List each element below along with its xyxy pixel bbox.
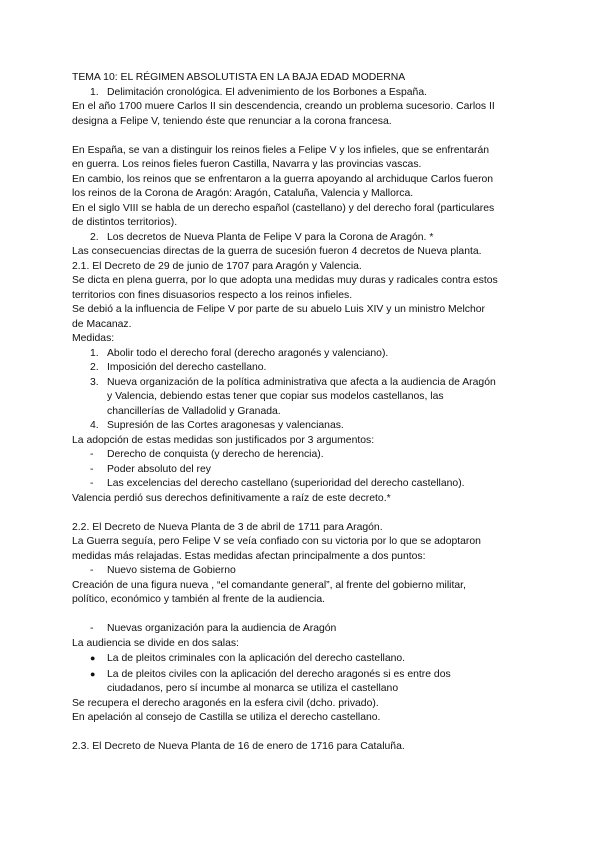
paragraph-line: Se debió a la influencia de Felipe V por parte de su abuelo Luis XIV y un ministro Melchor <box>72 304 485 315</box>
dash-item <box>72 564 542 579</box>
bullet-marker: ● <box>90 653 96 663</box>
paragraph-line: en guerra. Los reinos fieles fueron Castilla, Navarra y las provincias vascas. <box>72 159 422 170</box>
paragraph-line: medidas más relajadas. Estas medidas afectan principalmente a dos puntos: <box>72 550 426 562</box>
dash-marker: - <box>90 449 94 460</box>
section-2-number: 2. <box>90 231 99 243</box>
bullet-text-continuation: ciudadanos, pero sí incumbe al monarca se utiliza el castellano <box>107 683 399 694</box>
paragraph-line: Valencia perdió sus derechos definitivamente a raíz de este decreto.* <box>72 492 391 504</box>
dash-marker: - <box>90 478 94 489</box>
subsection-2-1-heading: 2.1. El Decreto de 29 de junio de 1707 para Aragón y Valencia. <box>72 260 362 272</box>
section-1-text: Delimitación cronológica. El advenimiento de los Borbones a España. <box>107 86 427 98</box>
dash-item <box>72 448 542 463</box>
dash-item <box>72 463 542 478</box>
bullet-text: La de pleitos criminales con la aplicación del derecho castellano. <box>107 653 406 664</box>
list-text-continuation: y Valencia, debiendo estas tener que copiar sus modelos castellanos, las <box>107 391 444 402</box>
list-item <box>72 376 542 391</box>
paragraph-line: En el año 1700 muere Carlos II sin descendencia, creando un problema sucesorio. Carlos II <box>72 101 495 112</box>
section-1-number: 1. <box>90 86 99 98</box>
dash-marker: - <box>90 565 94 576</box>
paragraph-line: En España, se van a distinguir los reinos fieles a Felipe V y los infieles, que se enfrentarán <box>72 144 490 156</box>
list-item <box>72 347 542 362</box>
paragraph-line: La audiencia se divide en dos salas: <box>72 637 239 649</box>
section-1-heading <box>72 86 542 101</box>
paragraph-line: designa a Felipe V, teniendo éste que renunciar a la corona francesa. <box>72 115 392 127</box>
list-item <box>72 361 542 376</box>
list-text: Supresión de las Cortes aragonesas y valencianas. <box>107 420 344 431</box>
paragraph-line: La adopción de estas medidas son justificados por 3 argumentos: <box>72 434 375 446</box>
document-title: TEMA 10: EL RÉGIMEN ABSOLUTISTA EN LA BAJA EDAD MODERNA <box>72 72 406 83</box>
dash-text: Nuevas organización para la audiencia de Aragón <box>107 623 337 634</box>
bullet-text: La de pleitos civiles con la aplicación del derecho aragonés si es entre dos <box>107 668 451 680</box>
bullet-marker: ● <box>90 668 96 679</box>
paragraph-line: político, económico y también al frente de la audiencia. <box>72 594 325 605</box>
subsection-2-3-heading: 2.3. El Decreto de Nueva Planta de 16 de enero de 1716 para Cataluña. <box>72 741 405 752</box>
dash-text: Poder absoluto del rey <box>107 463 211 475</box>
bullet-item <box>72 667 542 683</box>
dash-marker: - <box>90 623 94 634</box>
list-number: 1. <box>90 347 99 359</box>
paragraph-line: de Macanaz. <box>72 318 132 330</box>
list-text-continuation: chancillerías de Valladolid y Granada. <box>107 405 281 417</box>
list-text: Nueva organización de la política administrativa que afecta a la audiencia de Aragón <box>107 376 496 388</box>
paragraph-line: En el siglo VIII se habla de un derecho español (castellano) y del derecho foral (particulares <box>72 202 495 214</box>
paragraph-line: Se dicta en plena guerra, por lo que adopta una medidas muy duras y radicales contra estos <box>72 275 498 286</box>
list-text: Abolir todo el derecho foral (derecho aragonés y valenciano). <box>107 347 389 359</box>
section-2-heading <box>72 231 542 246</box>
dash-item <box>72 622 542 637</box>
paragraph-line: de distintos territorios). <box>72 217 178 228</box>
paragraph-line: Las consecuencias directas de la guerra de sucesión fueron 4 decretos de Nueva planta. <box>72 246 482 257</box>
list-number: 3. <box>90 376 99 388</box>
bullet-item <box>72 651 542 667</box>
paragraph-line: En cambio, los reinos que se enfrentaron a la guerra apoyando al archiduque Carlos fueron <box>72 173 494 185</box>
paragraph-line: Creación de una figura nueva , “el comandante general”, al frente del gobierno militar, <box>72 579 466 591</box>
paragraph-line: Se recupera el derecho aragonés en la esfera civil (dcho. privado). <box>72 697 379 709</box>
document-page <box>72 71 542 755</box>
medidas-label: Medidas: <box>72 333 115 344</box>
list-item <box>72 419 542 434</box>
paragraph-line: territorios con fines disuasorios respecto a los reinos infieles. <box>72 289 353 301</box>
dash-item <box>72 477 542 492</box>
dash-text: Las excelencias del derecho castellano (superioridad del derecho castellano). <box>107 478 465 489</box>
dash-text: Nuevo sistema de Gobierno <box>107 565 236 576</box>
list-number: 4. <box>90 420 99 431</box>
paragraph-line: los reinos de la Corona de Aragón: Aragón, Cataluña, Valencia y Mallorca. <box>72 188 414 199</box>
subsection-2-2-heading: 2.2. El Decreto de Nueva Planta de 3 de abril de 1711 para Aragón. <box>72 521 383 533</box>
list-number: 2. <box>90 362 99 373</box>
dash-text: Derecho de conquista (y derecho de herencia). <box>107 449 324 460</box>
paragraph-line: En apelación al consejo de Castilla se utiliza el derecho castellano. <box>72 712 381 723</box>
dash-marker: - <box>90 463 94 475</box>
paragraph-line: La Guerra seguía, pero Felipe V se veía confiado con su victoria por lo que se adoptaron <box>72 536 481 547</box>
section-2-text: Los decretos de Nueva Planta de Felipe V para la Corona de Aragón. * <box>107 231 434 243</box>
list-text: Imposición del derecho castellano. <box>107 362 267 373</box>
